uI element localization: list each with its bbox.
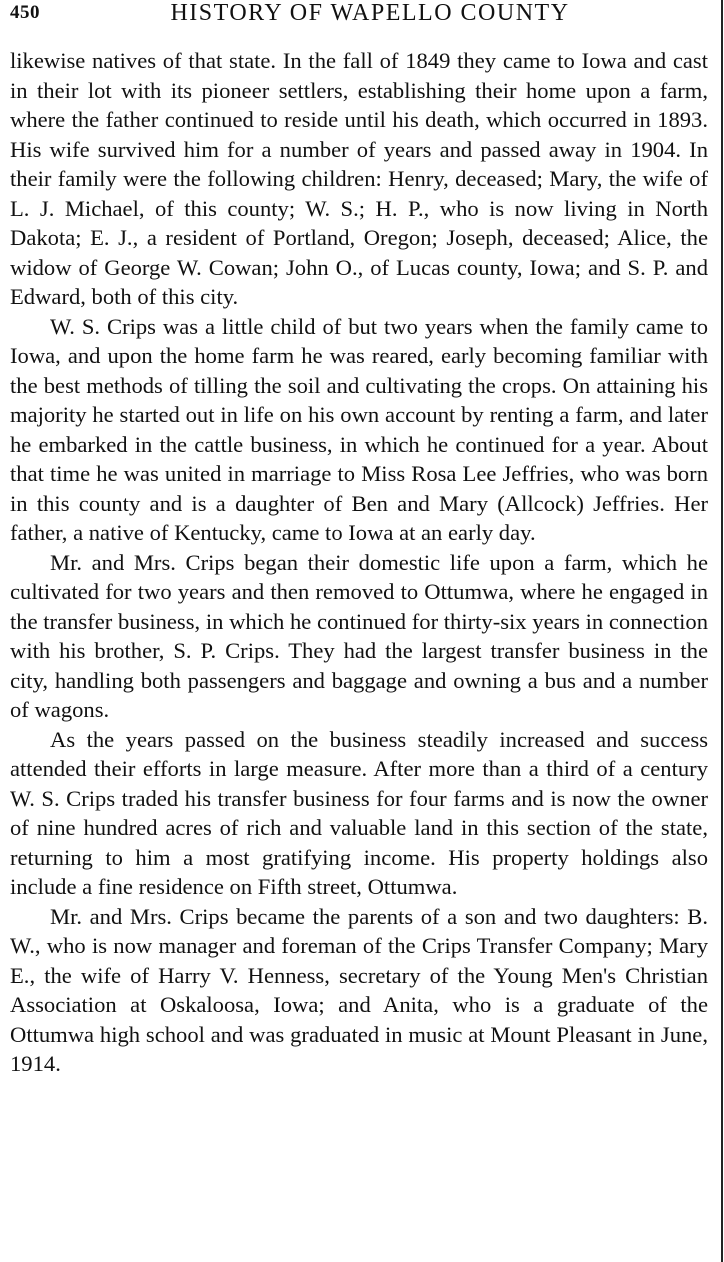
- paragraph: W. S. Crips was a little child of but two years when the family came to Iowa, and upon the home farm he was reared, early becoming familiar with the best methods of tilling the soil and cultivating the crops. On attaining his majority he started out in life on his own account by renting a farm, and later he embarked in the cattle business, in which he continued for a year. About that time he was united in marriage to Miss Rosa Lee Jeffries, who was born in this county and is a daughter of Ben and Mary (Allcock) Jeffries. Her father, a native of Kentucky, came to Iowa at an early day.: [10, 313, 708, 545]
- paragraph: Mr. and Mrs. Crips began their domestic life upon a farm, which he cultivated for two years and then removed to Ottumwa, where he engaged in the transfer business, in which he continued for thirty-six years in connection with his brother, S. P. Crips. They had the largest transfer business in the city, handling both passengers and baggage and owning a bus and a number of wagons.: [10, 549, 708, 722]
- page-number: 450: [10, 2, 40, 23]
- paragraph: As the years passed on the business steadily increased and success attended their efforts in large measure. After more than a third of a century W. S. Crips traded his transfer business for four farms and is now the owner of nine hundred acres of rich and valuable land in this section of the state, returning to him a most gratifying income. His property holdings also include a fine residence on Fifth street, Ottumwa.: [10, 726, 708, 899]
- body-text: [10, 46, 708, 1079]
- running-head: HISTORY OF WAPELLO COUNTY: [170, 0, 570, 26]
- paragraph: Mr. and Mrs. Crips became the parents of a son and two daughters: B. W., who is now manager and foreman of the Crips Transfer Company; Mary E., the wife of Harry V. Henness, secretary of the Young Men's Christian Association at Oskaloosa, Iowa; and Anita, who is a graduate of the Ottumwa high school and was graduated in music at Mount Pleasant in June, 1914.: [10, 903, 708, 1076]
- page-edge-rule: [721, 0, 723, 1262]
- paragraph-continued: likewise natives of that state. In the fall of 1849 they came to Iowa and cast in their lot with its pioneer settlers, establishing their home upon a farm, where the father continued to reside until his death, which occurred in 1893. His wife survived him for a number of years and passed away in 1904. In their family were the following children: Henry, deceased; Mary, the wife of L. J. Michael, of this county; W. S.; H. P., who is now living in North Dakota; E. J., a resident of Portland, Oregon; Joseph, deceased; Alice, the widow of George W. Cowan; John O., of Lucas county, Iowa; and S. P. and Edward, both of this city.: [10, 48, 708, 309]
- page-header: [10, 0, 710, 30]
